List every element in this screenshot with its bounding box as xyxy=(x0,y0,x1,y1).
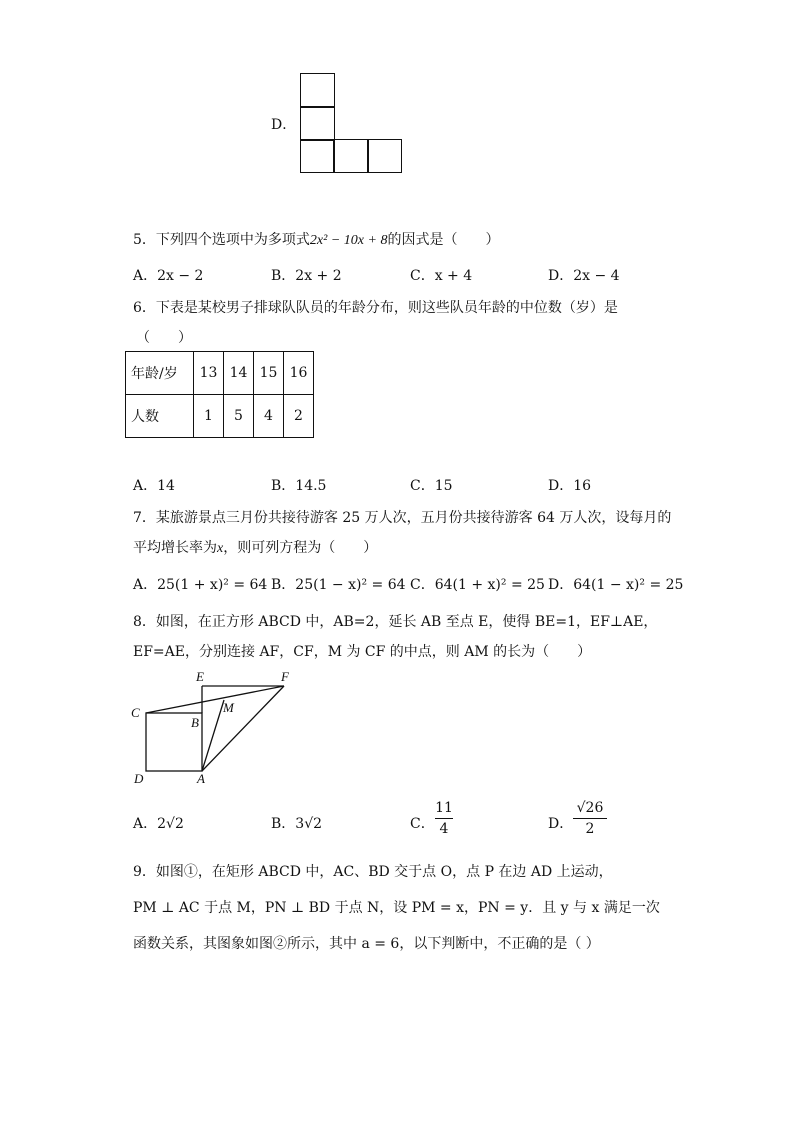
net-square xyxy=(300,106,335,141)
q7-variable: x xyxy=(217,541,224,556)
q8-geometry-figure xyxy=(128,668,298,786)
label-d: D xyxy=(134,771,144,786)
q8-option-a-label: A． xyxy=(133,816,158,832)
table-row xyxy=(126,352,314,395)
fraction-bar xyxy=(435,818,453,819)
q8-option-a xyxy=(133,813,184,833)
q6-option-c: C．15 xyxy=(410,478,453,494)
q6-age-table xyxy=(125,351,314,438)
fraction-numerator: √26 xyxy=(576,800,604,816)
q7-stem-line2-b: ，则可列方程为（ ） xyxy=(223,540,378,556)
q5-option-a: A．2x − 2 xyxy=(133,268,204,284)
q7-option-c: C．64(1 + x)² = 25 xyxy=(410,577,545,593)
q8-option-d-label: D． xyxy=(548,816,574,832)
table-cell: 4 xyxy=(254,395,284,438)
q7-stem-line1: 7．某旅游景点三月份共接待游客 25 万人次，五月份共接待游客 64 万人次，设每月的 xyxy=(133,510,672,526)
segment-cf xyxy=(146,686,284,713)
q8-option-b-value: 3√2 xyxy=(295,816,323,832)
q5-stem-b: 的因式是（ ） xyxy=(387,232,500,248)
q6-stem-line2: （ ） xyxy=(136,330,192,346)
q6-stem-line1: 6．下表是某校男子排球队队员的年龄分布，则这些队员年龄的中位数（岁）是 xyxy=(133,300,618,316)
q4-option-d-label: D． xyxy=(271,117,297,133)
table-cell: 13 xyxy=(194,352,224,395)
q8-option-d-fraction xyxy=(573,800,607,837)
segment-af xyxy=(202,686,284,771)
fraction-numerator: 11 xyxy=(435,800,453,816)
q7-option-a: A．25(1 + x)² = 64 xyxy=(133,577,268,593)
table-header-age: 年龄/岁 xyxy=(126,352,194,395)
q8-stem-line2: EF=AE，分别连接 AF，CF，M 为 CF 的中点，则 AM 的长为（ ） xyxy=(133,644,592,660)
q9-line3: 函数关系，其图象如图②所示，其中 a = 6，以下判断中，不正确的是（ ） xyxy=(133,936,600,952)
label-b: B xyxy=(191,715,199,730)
q9-line1: 9．如图①，在矩形 ABCD 中，AC、BD 交于点 O，点 P 在边 AD 上运动， xyxy=(133,864,613,880)
q6-option-b: B．14.5 xyxy=(271,478,327,494)
q8-option-c-fraction xyxy=(435,800,453,837)
q5-polynomial: 2x² − 10x + 8 xyxy=(309,233,388,248)
q7-stem-line2-a: 平均增长率为 xyxy=(133,540,217,556)
q8-option-b-label: B． xyxy=(271,816,296,832)
q5-option-d: D．2x − 4 xyxy=(548,268,620,284)
net-square xyxy=(300,139,335,173)
table-cell: 1 xyxy=(194,395,224,438)
table-cell: 5 xyxy=(224,395,254,438)
q6-option-d: D．16 xyxy=(548,478,592,494)
fraction-denominator: 4 xyxy=(439,821,449,837)
fraction-denominator: 2 xyxy=(585,821,595,837)
table-cell: 2 xyxy=(284,395,314,438)
q5-stem xyxy=(133,229,499,249)
q7-option-b: B．25(1 − x)² = 64 xyxy=(271,577,406,593)
q7-option-d: D．64(1 − x)² = 25 xyxy=(548,577,684,593)
table-row xyxy=(126,395,314,438)
table-cell: 16 xyxy=(284,352,314,395)
q9-line2: PM ⊥ AC 于点 M，PN ⊥ BD 于点 N，设 PM = x，PN = y．且 y 与 x 满足一次 xyxy=(133,900,660,916)
table-cell: 15 xyxy=(254,352,284,395)
q5-option-c: C．x + 4 xyxy=(410,268,473,284)
q5-option-b: B．2x + 2 xyxy=(271,268,342,284)
q5-stem-a: 5．下列四个选项中为多项式 xyxy=(133,232,310,248)
q8-option-c-label: C． xyxy=(410,816,435,832)
table-cell: 14 xyxy=(224,352,254,395)
net-square xyxy=(300,73,335,108)
q8-option-b xyxy=(271,813,322,833)
fraction-bar xyxy=(573,818,607,819)
net-square xyxy=(367,139,402,173)
q6-option-a: A．14 xyxy=(133,478,175,494)
q7-stem-line2 xyxy=(133,537,377,557)
label-m: M xyxy=(223,700,234,715)
label-a: A xyxy=(197,771,205,786)
q8-stem-line1: 8．如图，在正方形 ABCD 中，AB=2，延长 AB 至点 E，使得 BE=1，EF⊥AE， xyxy=(133,614,658,630)
q8-option-a-value: 2√2 xyxy=(157,816,184,832)
label-f: F xyxy=(281,669,289,684)
net-square xyxy=(333,139,369,173)
label-c: C xyxy=(131,705,140,720)
label-e: E xyxy=(196,669,204,684)
table-header-count: 人数 xyxy=(126,395,194,438)
